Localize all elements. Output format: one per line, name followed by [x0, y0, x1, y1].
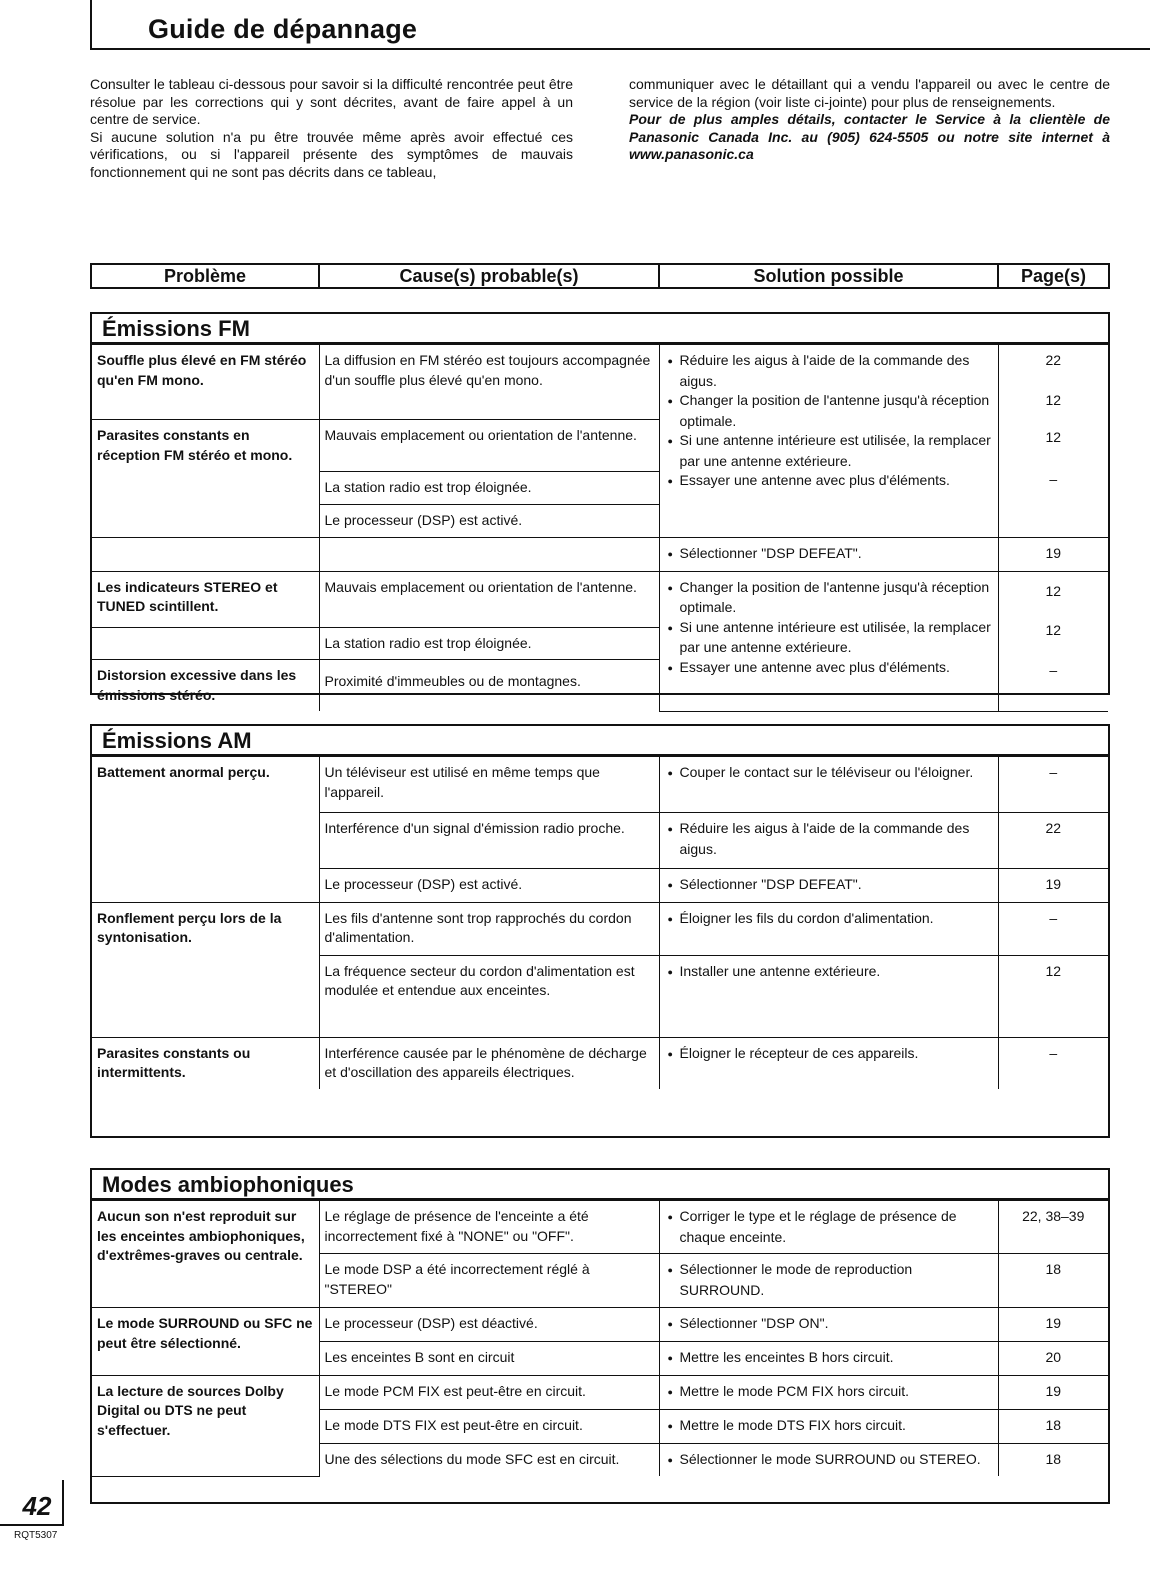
solution-cell: [659, 1254, 998, 1308]
cause-cell: Le mode PCM FIX est peut-être en circuit.: [319, 1375, 659, 1409]
title-bottom-rule: [90, 48, 1150, 50]
solution-cell: [659, 1409, 998, 1443]
cause-cell: Une des sélections du mode SFC est en circuit.: [319, 1443, 659, 1476]
section-am: [90, 724, 1110, 1138]
solution-item: ● Sélectionner "DSP ON".: [668, 1314, 993, 1335]
column-header-pages: Page(s): [997, 263, 1110, 289]
intro-paragraph-2: Si aucune solution n'a pu être trouvée même après avoir effectué ces vérifications, ou si l'appareil présente des symptômes de mauvais fonctionnement qui ne sont pas décrits dans ce tableau,: [90, 128, 573, 180]
table-row: [92, 1308, 1108, 1342]
table-row: [92, 1201, 1108, 1254]
cause-cell: La diffusion en FM stéréo est toujours accompagnée d'un souffle plus élevé qu'en mono.: [319, 345, 659, 420]
cause-cell: Le mode DTS FIX est peut-être en circuit.: [319, 1409, 659, 1443]
section-title-fm: Émissions FM: [92, 314, 1108, 344]
problem-cell: La lecture de sources Dolby Digital ou DTS ne peut s'effectuer.: [92, 1375, 319, 1476]
column-header-solution: Solution possible: [658, 263, 999, 289]
cause-cell: Le processeur (DSP) est déactivé.: [319, 1308, 659, 1342]
cause-cell: La fréquence secteur du cordon d'alimentation est modulée et entendue aux enceintes.: [319, 955, 659, 1037]
intro-paragraph-1: Consulter le tableau ci-dessous pour savoir si la difficulté rencontrée peut être résolue par les corrections qui y sont décrites, avant de faire appel à un centre de service.: [90, 76, 573, 128]
page-number: 42: [22, 1491, 52, 1521]
table-row: [92, 571, 1108, 627]
page-cell: 18: [998, 1409, 1108, 1443]
page-cell: 20: [998, 1341, 1108, 1375]
page-ref: 12: [1045, 391, 1062, 408]
am-table: [92, 756, 1108, 1089]
solution-item: ● Si une antenne intérieure est utilisée, la remplacer par une antenne extérieure.: [668, 431, 993, 471]
cause-cell: Le réglage de présence de l'enceinte a été incorrectement fixé à "NONE" ou "OFF".: [319, 1201, 659, 1254]
solution-item: ● Essayer une antenne avec plus d'éléments.: [668, 658, 993, 679]
solution-item: ● Changer la position de l'antenne jusqu'à réception optimale.: [668, 578, 993, 618]
solution-item: ● Mettre le mode PCM FIX hors circuit.: [668, 1382, 993, 1403]
solution-item: ● Éloigner les fils du cordon d'alimentation.: [668, 909, 993, 930]
problem-cell: Souffle plus élevé en FM stéréo qu'en FM mono.: [92, 345, 319, 420]
page-cell: 22: [998, 813, 1108, 869]
page-ref: 12: [1045, 582, 1062, 599]
cause-cell: [319, 538, 659, 572]
section-fm: [90, 312, 1110, 703]
page-cell: 19: [998, 1308, 1108, 1342]
solution-item: ● Corriger le type et le réglage de présence de chaque enceinte.: [668, 1207, 993, 1247]
page-cell: [998, 345, 1108, 538]
fm-table: [92, 344, 1108, 712]
section-title-am: Émissions AM: [92, 726, 1108, 756]
solution-cell: [659, 813, 998, 869]
page-cell: 22, 38–39: [998, 1201, 1108, 1254]
cause-cell: Le processeur (DSP) est activé.: [319, 505, 659, 538]
cause-cell: Le mode DSP a été incorrectement réglé à "STEREO": [319, 1254, 659, 1308]
solution-cell: [659, 1308, 998, 1342]
cause-cell: Le processeur (DSP) est activé.: [319, 869, 659, 903]
page-cell: 18: [998, 1443, 1108, 1476]
solution-item: ● Réduire les aigus à l'aide de la commande des aigus.: [668, 819, 993, 859]
solution-item: ● Sélectionner "DSP DEFEAT".: [668, 875, 993, 896]
cause-cell: La station radio est trop éloignée.: [319, 472, 659, 505]
solution-item: ● Éloigner le récepteur de ces appareils.: [668, 1044, 993, 1065]
solution-cell: [659, 1375, 998, 1409]
page-cell: 19: [998, 869, 1108, 903]
intro-right: [629, 76, 1110, 164]
column-header-problem: Problème: [90, 263, 320, 289]
solution-item: ● Changer la position de l'antenne jusqu'à réception optimale.: [668, 391, 993, 431]
problem-cell: Distorsion excessive dans les émissions stéréo.: [92, 660, 319, 712]
problem-cell: Le mode SURROUND ou SFC ne peut être sélectionné.: [92, 1308, 319, 1376]
page-ref: 22: [1045, 352, 1062, 368]
cause-cell: Mauvais emplacement ou orientation de l'antenne.: [319, 571, 659, 627]
solution-cell: [659, 955, 998, 1037]
solution-item: ● Mettre les enceintes B hors circuit.: [668, 1348, 993, 1369]
page-ref: –: [1049, 661, 1058, 678]
problem-cell: [92, 627, 319, 660]
page-ref: 12: [1045, 429, 1062, 445]
cause-cell: Un téléviseur est utilisé en même temps que l'appareil.: [319, 757, 659, 813]
contact-note: Pour de plus amples détails, contacter le Service à la clientèle de Panasonic Canada Inc. au (905) 624-5505 ou notre site internet à www.panasonic.ca: [629, 111, 1110, 163]
problem-cell: Parasites constants ou intermittents.: [92, 1037, 319, 1089]
solution-item: ● Installer une antenne extérieure.: [668, 962, 993, 983]
cause-cell: Les fils d'antenne sont trop rapprochés du cordon d'alimentation.: [319, 902, 659, 955]
problem-cell: Les indicateurs STEREO et TUNED scintillent.: [92, 571, 319, 627]
solution-item: ● Sélectionner "DSP DEFEAT".: [668, 544, 993, 565]
page-title: Guide de dépannage: [148, 14, 418, 44]
cause-cell: La station radio est trop éloignée.: [319, 627, 659, 660]
document-code: RQT5307: [14, 1530, 58, 1541]
page-cell: [998, 571, 1108, 711]
solution-item: ● Essayer une antenne avec plus d'éléments.: [668, 471, 993, 492]
solution-cell: [659, 538, 998, 572]
problem-cell: Aucun son n'est reproduit sur les enceintes ambiophoniques, d'extrêmes-graves ou centrale.: [92, 1201, 319, 1308]
intro-left: [90, 76, 573, 182]
section-title-surround: Modes ambiophoniques: [92, 1170, 1108, 1200]
title-left-rule: [90, 0, 92, 50]
table-row: [92, 902, 1108, 955]
table-row: [92, 345, 1108, 420]
solution-item: ● Sélectionner le mode de reproduction SURROUND.: [668, 1260, 993, 1300]
solution-cell: [659, 1037, 998, 1089]
cause-cell: Mauvais emplacement ou orientation de l'antenne.: [319, 420, 659, 472]
section-surround: [90, 1168, 1110, 1504]
surround-table: [92, 1200, 1108, 1477]
page-number-rule-bottom: [0, 1524, 64, 1526]
table-row: [92, 1037, 1108, 1089]
page-number-rule-right: [62, 1480, 64, 1526]
page-cell: –: [998, 1037, 1108, 1089]
solution-cell: [659, 1201, 998, 1254]
table-row: [92, 1375, 1108, 1409]
solution-item: ● Mettre le mode DTS FIX hors circuit.: [668, 1416, 993, 1437]
problem-cell: Battement anormal perçu.: [92, 757, 319, 903]
page-cell: –: [998, 757, 1108, 813]
solution-item: ● Couper le contact sur le téléviseur ou l'éloigner.: [668, 763, 993, 784]
page-cell: 19: [998, 538, 1108, 572]
solution-cell: [659, 1443, 998, 1476]
page-cell: 12: [998, 955, 1108, 1037]
column-header-cause: Cause(s) probable(s): [318, 263, 660, 289]
cause-cell: Interférence causée par le phénomène de décharge et d'oscillation des appareils électriques.: [319, 1037, 659, 1089]
solution-cell: [659, 571, 998, 711]
cause-cell: Proximité d'immeubles ou de montagnes.: [319, 660, 659, 712]
solution-item: ● Réduire les aigus à l'aide de la commande des aigus.: [668, 351, 993, 391]
page-cell: –: [998, 902, 1108, 955]
cause-cell: Les enceintes B sont en circuit: [319, 1341, 659, 1375]
problem-cell: Ronflement perçu lors de la syntonisation.: [92, 902, 319, 1037]
page-cell: 18: [998, 1254, 1108, 1308]
cause-cell: Interférence d'un signal d'émission radio proche.: [319, 813, 659, 869]
intro-paragraph-3: communiquer avec le détaillant qui a vendu l'appareil ou avec le centre de service de la région (voir liste ci-jointe) pour plus de renseignements.: [629, 76, 1110, 110]
solution-item: ● Sélectionner le mode SURROUND ou STEREO.: [668, 1450, 993, 1471]
solution-cell: [659, 902, 998, 955]
solution-cell: [659, 869, 998, 903]
page-cell: 19: [998, 1375, 1108, 1409]
problem-cell: [92, 538, 319, 572]
table-row: [92, 538, 1108, 572]
solution-cell: [659, 757, 998, 813]
solution-item: ● Si une antenne intérieure est utilisée, la remplacer par une antenne extérieure.: [668, 618, 993, 658]
solution-cell: [659, 345, 998, 538]
page-ref: –: [1049, 470, 1058, 487]
solution-cell: [659, 1341, 998, 1375]
page-ref: 12: [1045, 622, 1062, 638]
problem-cell: Parasites constants en réception FM stéréo et mono.: [92, 420, 319, 538]
table-row: [92, 757, 1108, 813]
